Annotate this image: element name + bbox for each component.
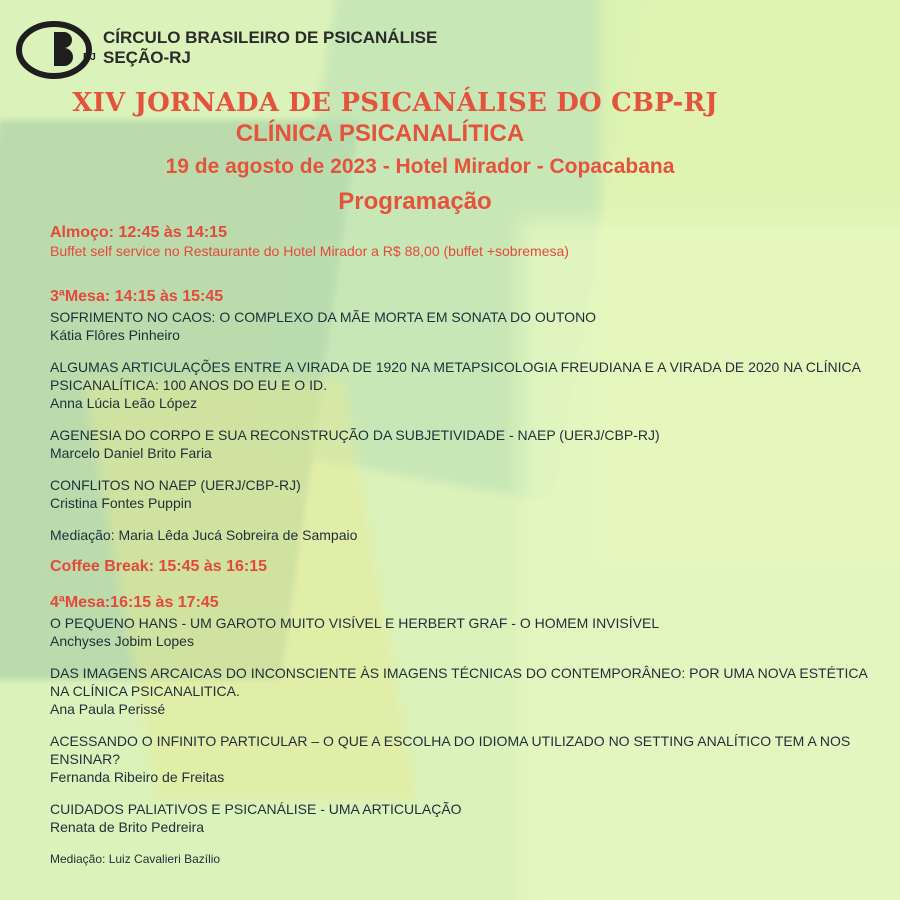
org-name-line1: CÍRCULO BRASILEIRO DE PSICANÁLISE	[103, 28, 438, 47]
talk-author: Anna Lúcia Leão López	[50, 395, 198, 411]
event-title: XIV JORNADA DE PSICANÁLISE DO CBP-RJ	[72, 88, 718, 118]
talk-item	[50, 358, 870, 412]
talk-item	[50, 426, 870, 462]
talk-author: Ana Paula Perissé	[50, 701, 166, 717]
talk-item	[50, 664, 870, 718]
org-name-line2: SEÇÃO-RJ	[103, 48, 191, 67]
talk-item	[50, 476, 870, 512]
table3-title: 3ªMesa: 14:15 às 15:45	[50, 288, 224, 305]
talk-author: Fernanda Ribeiro de Freitas	[50, 769, 225, 785]
table4-mediation: Mediação: Luiz Cavalieri Bazílio	[50, 852, 221, 866]
talk-title: ACESSANDO O INFINITO PARTICULAR – O QUE A ESCOLHA DO IDIOMA UTILIZADO NO SETTING ANALÍTICO TEM A NOS ENSINAR?	[50, 733, 851, 767]
lunch-desc: Buffet self service no Restaurante do Hotel Mirador a R$ 88,00 (buffet +sobremesa)	[50, 243, 569, 259]
org-name	[103, 28, 437, 68]
talk-title: O PEQUENO HANS - UM GAROTO MUITO VISÍVEL E HERBERT GRAF - O HOMEM INVISÍVEL	[50, 615, 660, 631]
talk-title: ALGUMAS ARTICULAÇÕES ENTRE A VIRADA DE 1920 NA METAPSICOLOGIA FREUDIANA E A VIRADA DE 2020 NA CLÍNICA PSICANALÍTICA: 100 ANOS DO EU E O ID.	[50, 359, 861, 393]
section-heading: Programação	[338, 188, 492, 215]
talk-title: CONFLITOS NO NAEP (UERJ/CBP-RJ)	[50, 477, 301, 493]
lunch-title: Almoço: 12:45 às 14:15	[50, 224, 227, 241]
table4-slot	[50, 594, 870, 868]
talk-item	[50, 308, 870, 344]
talk-author: Renata de Brito Pedreira	[50, 819, 205, 835]
logo-badge: RJ	[83, 52, 96, 63]
event-date-place: 19 de agosto de 2023 - Hotel Mirador - Copacabana	[165, 155, 675, 178]
coffee-title: Coffee Break: 15:45 às 16:15	[50, 558, 268, 575]
talk-title: DAS IMAGENS ARCAICAS DO INCONSCIENTE ÀS IMAGENS TÉCNICAS DO CONTEMPORÂNEO: POR UMA NOVA ESTÉTICA NA CLÍNICA PSICANALITICA.	[50, 665, 868, 699]
talk-title: AGENESIA DO CORPO E SUA RECONSTRUÇÃO DA SUBJETIVIDADE - NAEP (UERJ/CBP-RJ)	[50, 427, 660, 443]
table3-mediation: Mediação: Maria Lêda Jucá Sobreira de Sampaio	[50, 527, 358, 543]
table4-title: 4ªMesa:16:15 às 17:45	[50, 594, 219, 611]
talk-author: Kátia Flôres Pinheiro	[50, 327, 180, 343]
event-subtitle: CLÍNICA PSICANALÍTICA	[235, 120, 525, 147]
talk-title: SOFRIMENTO NO CAOS: O COMPLEXO DA MÃE MORTA EM SONATA DO OUTONO	[50, 309, 597, 325]
talk-item	[50, 614, 870, 650]
talk-author: Cristina Fontes Puppin	[50, 495, 192, 511]
table3-slot	[50, 288, 870, 544]
talk-author: Marcelo Daniel Brito Faria	[50, 445, 212, 461]
program	[50, 224, 870, 882]
cbp-logo	[14, 18, 102, 82]
lunch-slot	[50, 224, 870, 260]
talk-author: Anchyses Jobim Lopes	[50, 633, 194, 649]
coffee-slot	[50, 558, 870, 576]
talk-title: CUIDADOS PALIATIVOS E PSICANÁLISE - UMA ARTICULAÇÃO	[50, 801, 462, 817]
talk-item	[50, 732, 870, 786]
talk-item	[50, 800, 870, 836]
